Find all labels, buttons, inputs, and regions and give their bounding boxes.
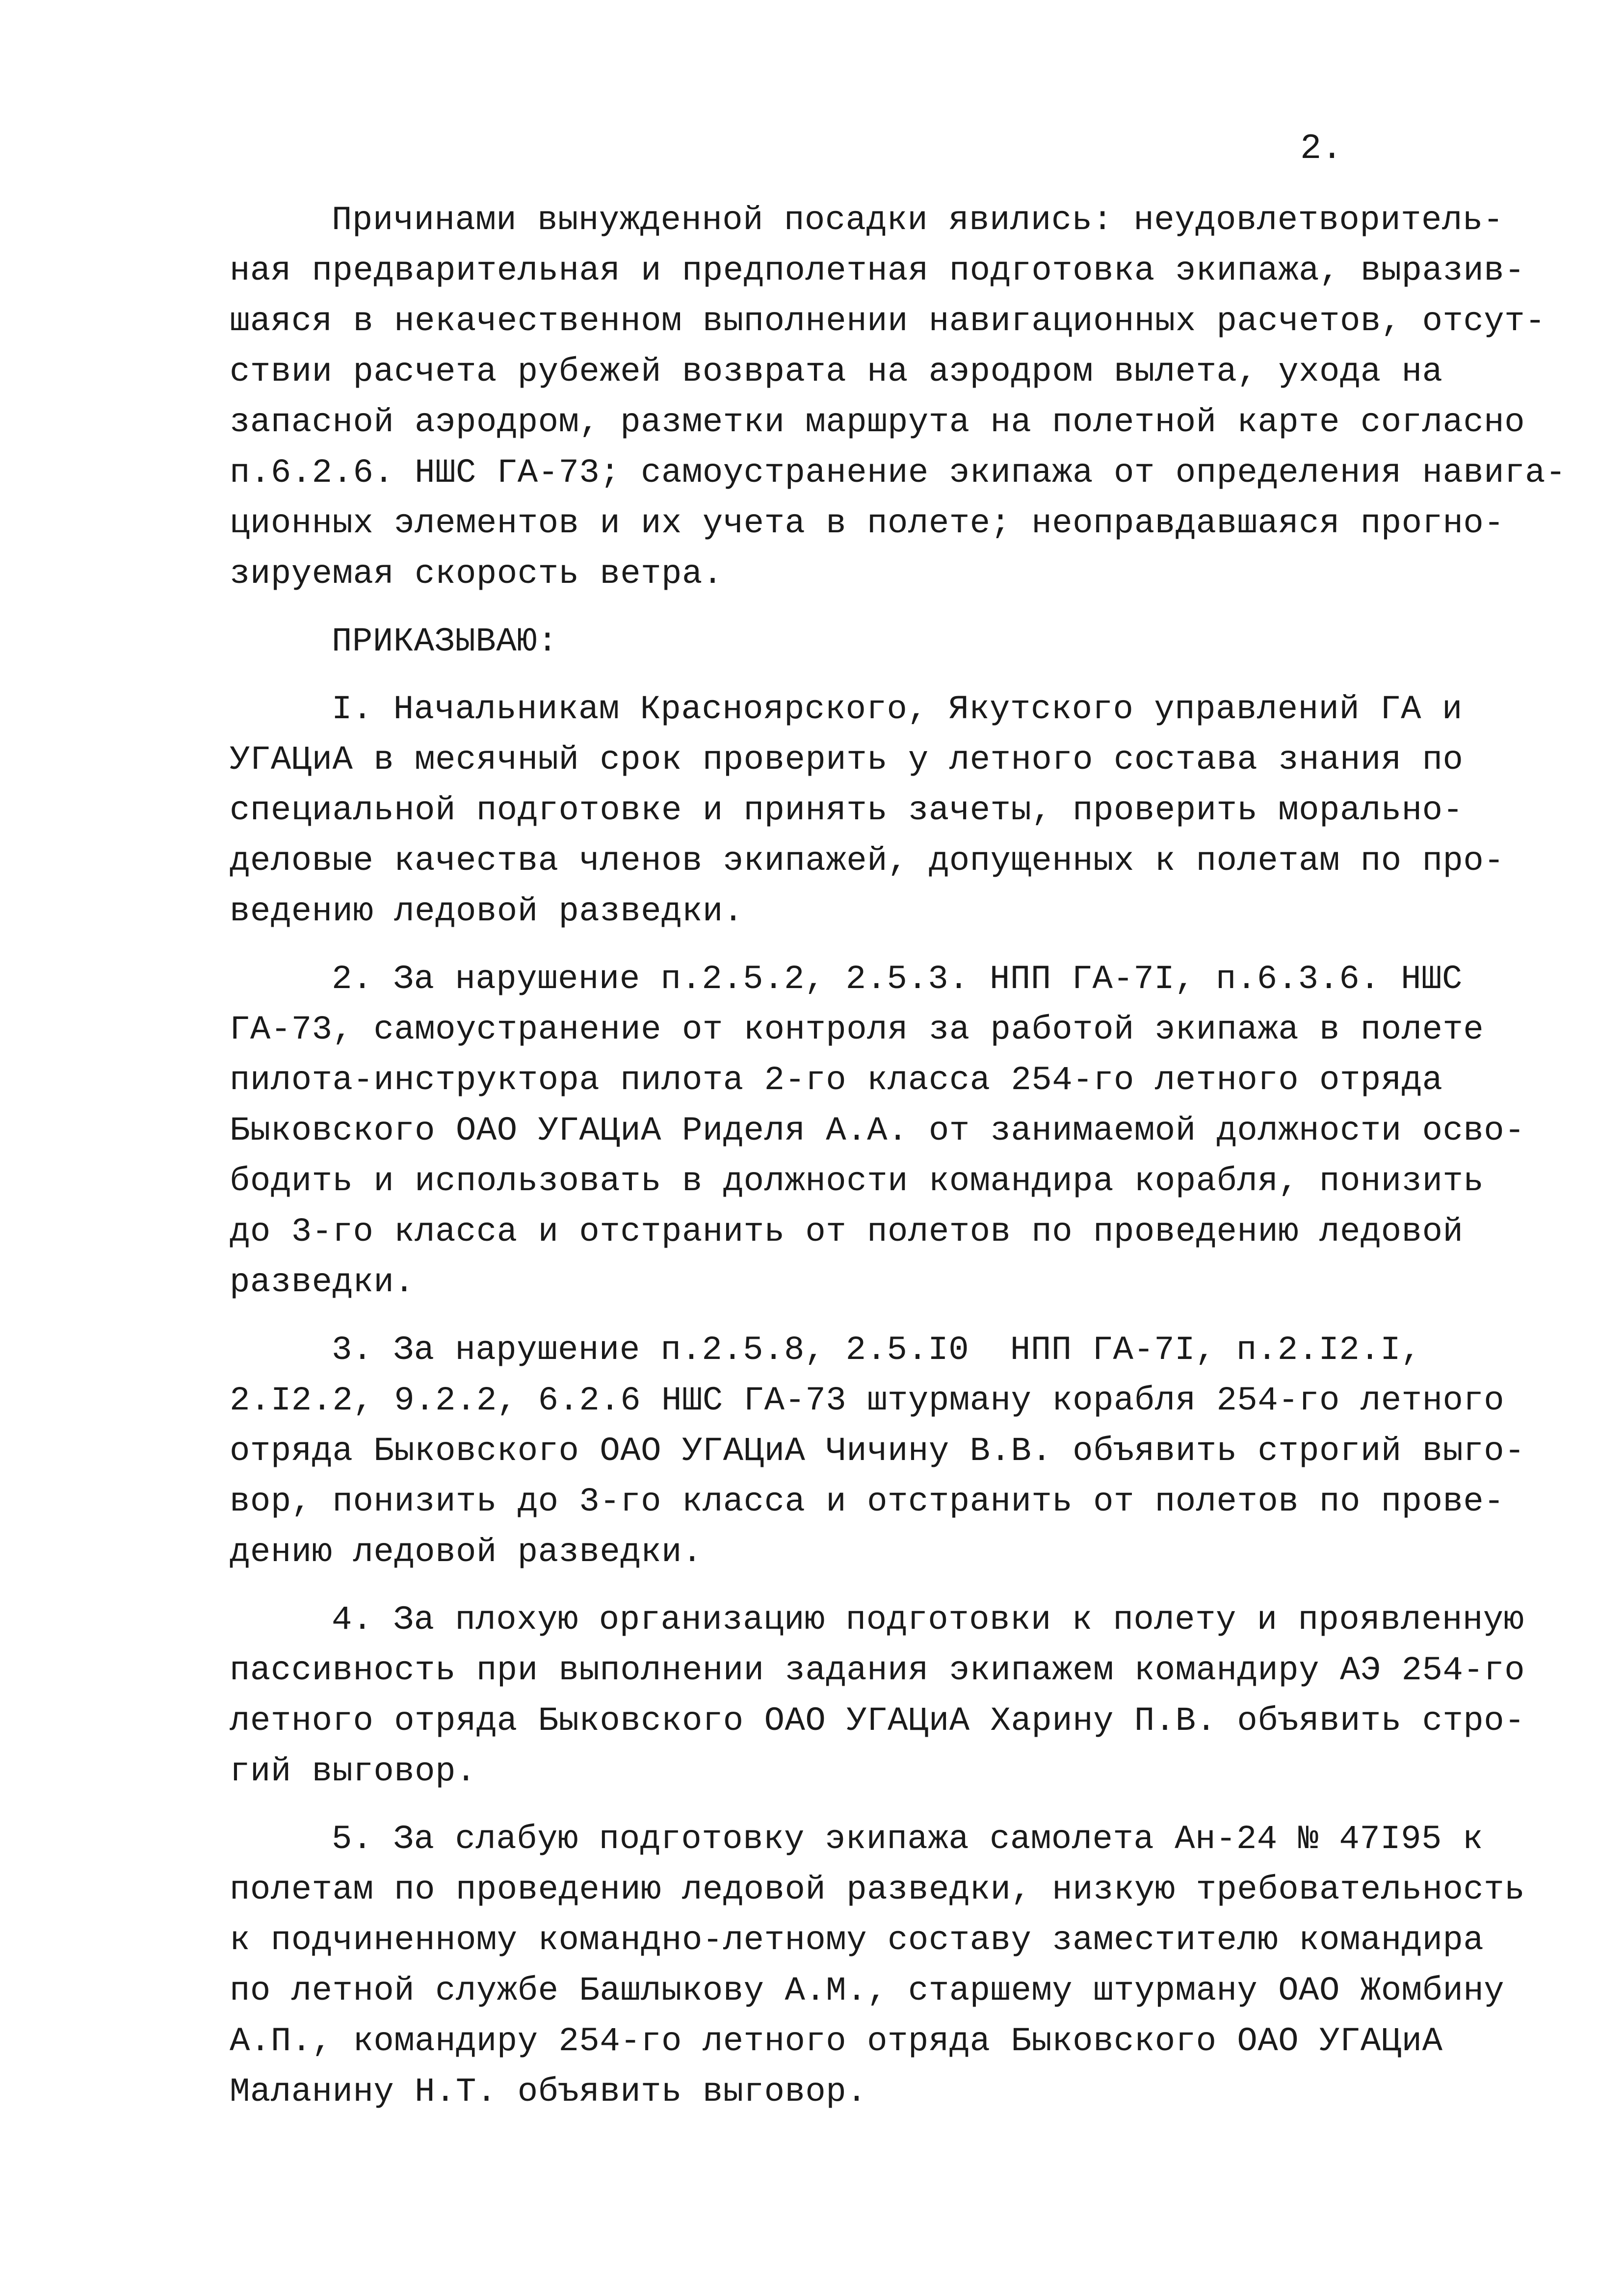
text-line: по летной службе Башлыкову А.М., старшему штурману ОАО Жомбину [230, 1972, 1505, 2010]
text-line: вор, понизить до 3-го класса и отстранить от полетов по прове- [230, 1483, 1505, 1521]
text-line: шаяся в некачественном выполнении навигационных расчетов, отсут- [230, 302, 1546, 340]
text-line: 4. За плохую организацию подготовки к полету и проявленную [332, 1601, 1524, 1639]
text-line: бодить и использовать в должности командира корабля, понизить [230, 1162, 1484, 1200]
text-line: зируемая скорость ветра. [230, 555, 723, 593]
text-line: 2. За нарушение п.2.5.2, 2.5.3. НПП ГА-7I, п.6.3.6. НШС [332, 960, 1463, 998]
text-line: к подчиненному командно-летному составу заместителю командира [230, 1921, 1484, 1959]
paragraph [230, 954, 1584, 1308]
text-line: полетам по проведению ледовой разведки, низкую требовательность [230, 1871, 1525, 1909]
text-line: до 3-го класса и отстранить от полетов по проведению ледовой [230, 1213, 1464, 1251]
text-line: дению ледовой разведки. [230, 1533, 703, 1571]
text-line: летного отряда Быковского ОАО УГАЦиА Харину П.В. объявить стро- [230, 1702, 1525, 1740]
text-line: запасной аэродром, разметки маршрута на полетной карте согласно [230, 403, 1525, 442]
text-line: 5. За слабую подготовку экипажа самолета Ан-24 № 47I95 к [332, 1820, 1483, 1858]
text-line: УГАЦиА в месячный срок проверить у летного состава знания по [230, 741, 1464, 779]
text-line: разведки. [230, 1263, 415, 1302]
text-line: ПРИКАЗЫВАЮ: [332, 623, 558, 661]
paragraph [230, 1325, 1584, 1578]
text-line: специальной подготовке и принять зачеты, проверить морально- [230, 791, 1464, 830]
text-line: Быковского ОАО УГАЦиА Риделя А.А. от занимаемой должности осво- [230, 1112, 1525, 1150]
text-line: ствии расчета рубежей возврата на аэродром вылета, ухода на [230, 353, 1443, 391]
page-number: 2. [1300, 129, 1343, 169]
text-line: Маланину Н.Т. объявить выговор. [230, 2073, 867, 2111]
text-line: 2.I2.2, 9.2.2, 6.2.6 НШС ГА-73 штурману корабля 254-го летного [230, 1382, 1505, 1420]
text-line: ведению ледовой разведки. [230, 892, 744, 931]
text-line: А.П., командиру 254-го летного отряда Быковского ОАО УГАЦиА [230, 2022, 1443, 2061]
text-line: отряда Быковского ОАО УГАЦиА Чичину В.В. объявить строгий выго- [230, 1432, 1525, 1470]
text-line: деловые качества членов экипажей, допущенных к полетам по про- [230, 842, 1505, 880]
text-line: пассивность при выполнении задания экипажем командиру АЭ 254-го [230, 1651, 1525, 1690]
text-line: I. Начальникам Красноярского, Якутского управлений ГА и [332, 690, 1463, 729]
paragraph [230, 1814, 1584, 2117]
text-line: ГА-73, самоустранение от контроля за работой экипажа в полете [230, 1011, 1484, 1049]
paragraph [230, 195, 1584, 600]
paragraph [230, 1595, 1584, 1797]
text-line: пилота-инструктора пилота 2-го класса 254-го летного отряда [230, 1061, 1443, 1099]
text-line: ная предварительная и предполетная подготовка экипажа, выразив- [230, 252, 1525, 290]
text-line: 3. За нарушение п.2.5.8, 2.5.I0 НПП ГА-7I, п.2.I2.I, [332, 1331, 1422, 1369]
order-heading [230, 617, 1584, 667]
document-body [230, 195, 1584, 2135]
paragraph [230, 684, 1584, 937]
text-line: ционных элементов и их учета в полете; неоправдавшаяся прогно- [230, 504, 1505, 543]
text-line: п.6.2.6. НШС ГА-73; самоустранение экипажа от определения навига- [230, 454, 1566, 492]
text-line: гий выговор. [230, 1752, 476, 1791]
text-line: Причинами вынужденной посадки явились: неудовлетворитель- [332, 201, 1504, 239]
